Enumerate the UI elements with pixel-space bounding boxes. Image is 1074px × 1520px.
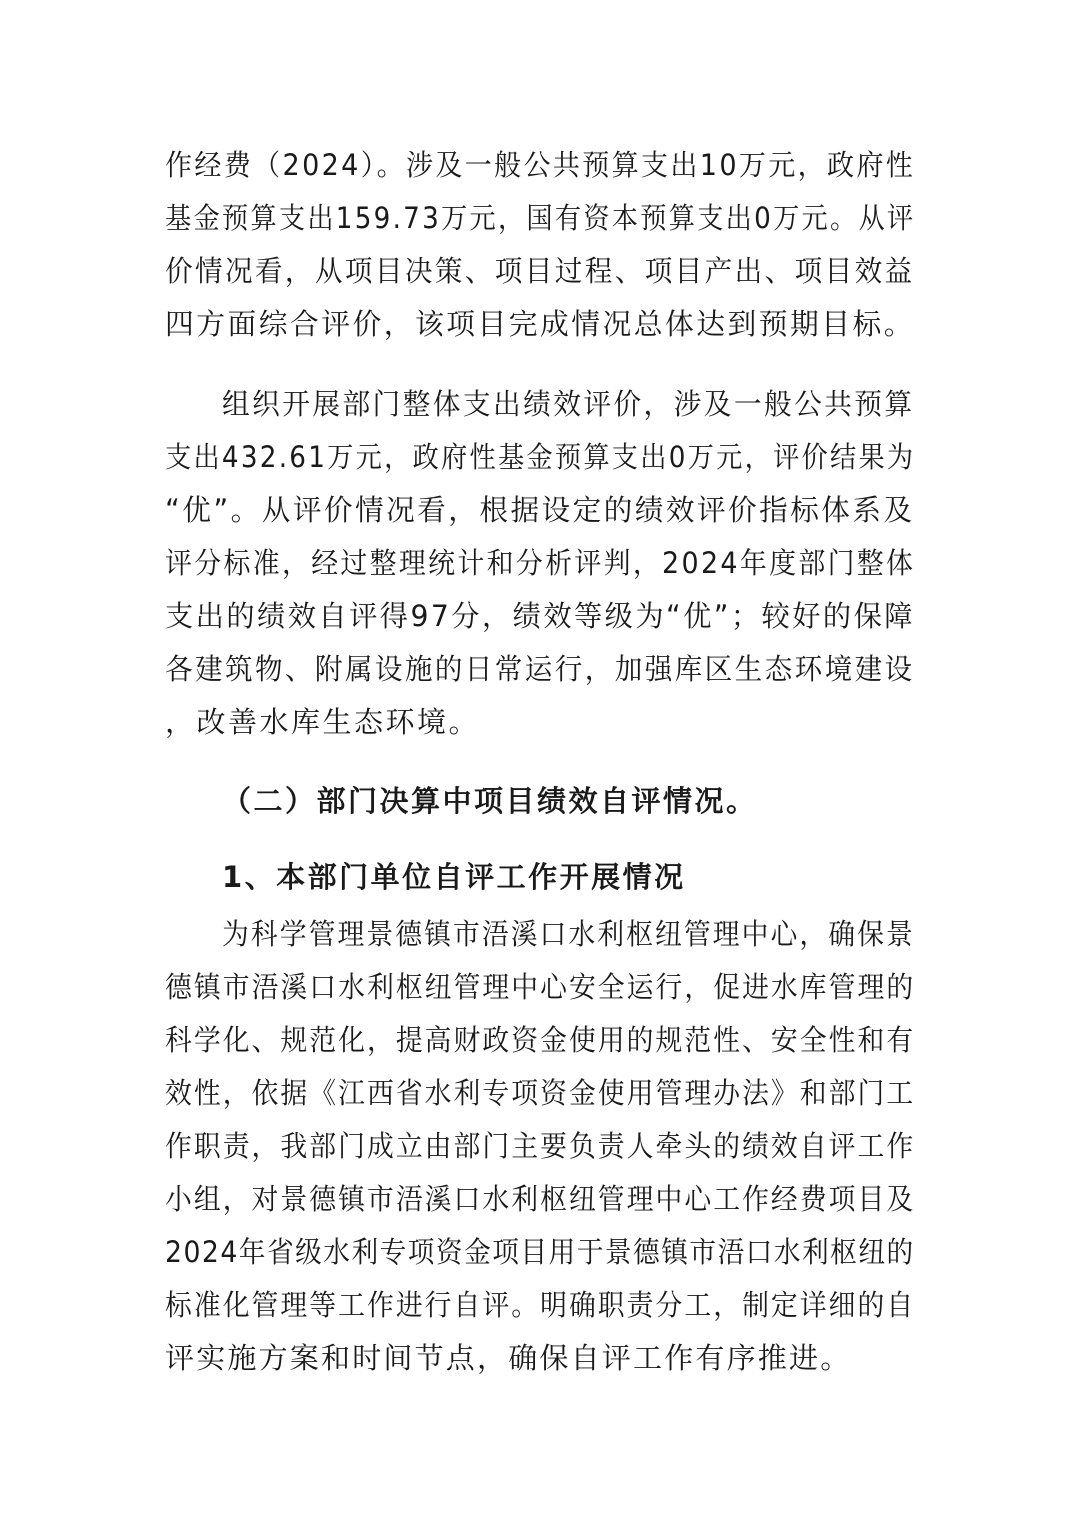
paragraph-2-line-5: 支出的绩效自评得97分，绩效等级为“优”；较好的保障 <box>165 599 915 633</box>
paragraph-2-line-6: 各建筑物、附属设施的日常运行，加强库区生态环境建设 <box>165 652 915 686</box>
paragraph-3-line-3: 科学化、规范化，提高财政资金使用的规范性、安全性和有 <box>165 1023 916 1057</box>
paragraph-2-line-3: “优”。从评价情况看，根据设定的绩效评价指标体系及 <box>165 493 915 527</box>
paragraph-3-line-6: 小组，对景德镇市浯溪口水利枢纽管理中心工作经费项目及 <box>165 1182 916 1216</box>
paragraph-3-line-4: 效性，依据《江西省水利专项资金使用管理办法》和部门工 <box>165 1076 916 1110</box>
paragraph-1-line-1: 作经费（2024）。涉及一般公共预算支出10万元，政府性 <box>165 148 916 182</box>
paragraph-3-line-5: 作职责，我部门成立由部门主要负责人牵头的绩效自评工作 <box>165 1129 916 1163</box>
paragraph-2-line-4: 评分标准，经过整理统计和分析评判，2024年度部门整体 <box>165 546 916 580</box>
paragraph-2-line-2: 支出432.61万元，政府性基金预算支出0万元，评价结果为 <box>165 440 916 474</box>
paragraph-1-line-3: 价情况看，从项目决策、项目过程、项目产出、项目效益 <box>165 254 915 288</box>
paragraph-3-line-8: 标准化管理等工作进行自评。明确职责分工，制定详细的自 <box>165 1288 916 1322</box>
subsection-heading: 1、本部门单位自评工作开展情况 <box>222 860 686 894</box>
paragraph-3-line-1: 为科学管理景德镇市浯溪口水利枢纽管理中心，确保景 <box>222 917 915 951</box>
paragraph-1-line-4: 四方面综合评价，该项目完成情况总体达到预期目标。 <box>165 307 916 341</box>
paragraph-2-line-1: 组织开展部门整体支出绩效评价，涉及一般公共预算 <box>222 387 915 421</box>
paragraph-3-line-9: 评实施方案和时间节点，确保自评工作有序推进。 <box>165 1341 852 1375</box>
paragraph-3-line-2: 德镇市浯溪口水利枢纽管理中心安全运行，促进水库管理的 <box>165 970 916 1004</box>
paragraph-1-line-2: 基金预算支出159.73万元，国有资本预算支出0万元。从评 <box>165 201 916 235</box>
paragraph-3-line-7: 2024年省级水利专项资金项目用于景德镇市浯口水利枢纽的 <box>165 1235 915 1269</box>
paragraph-2-line-7: ，改善水库生态环境。 <box>165 705 481 739</box>
section-heading: （二）部门决算中项目绩效自评情况。 <box>222 784 758 818</box>
